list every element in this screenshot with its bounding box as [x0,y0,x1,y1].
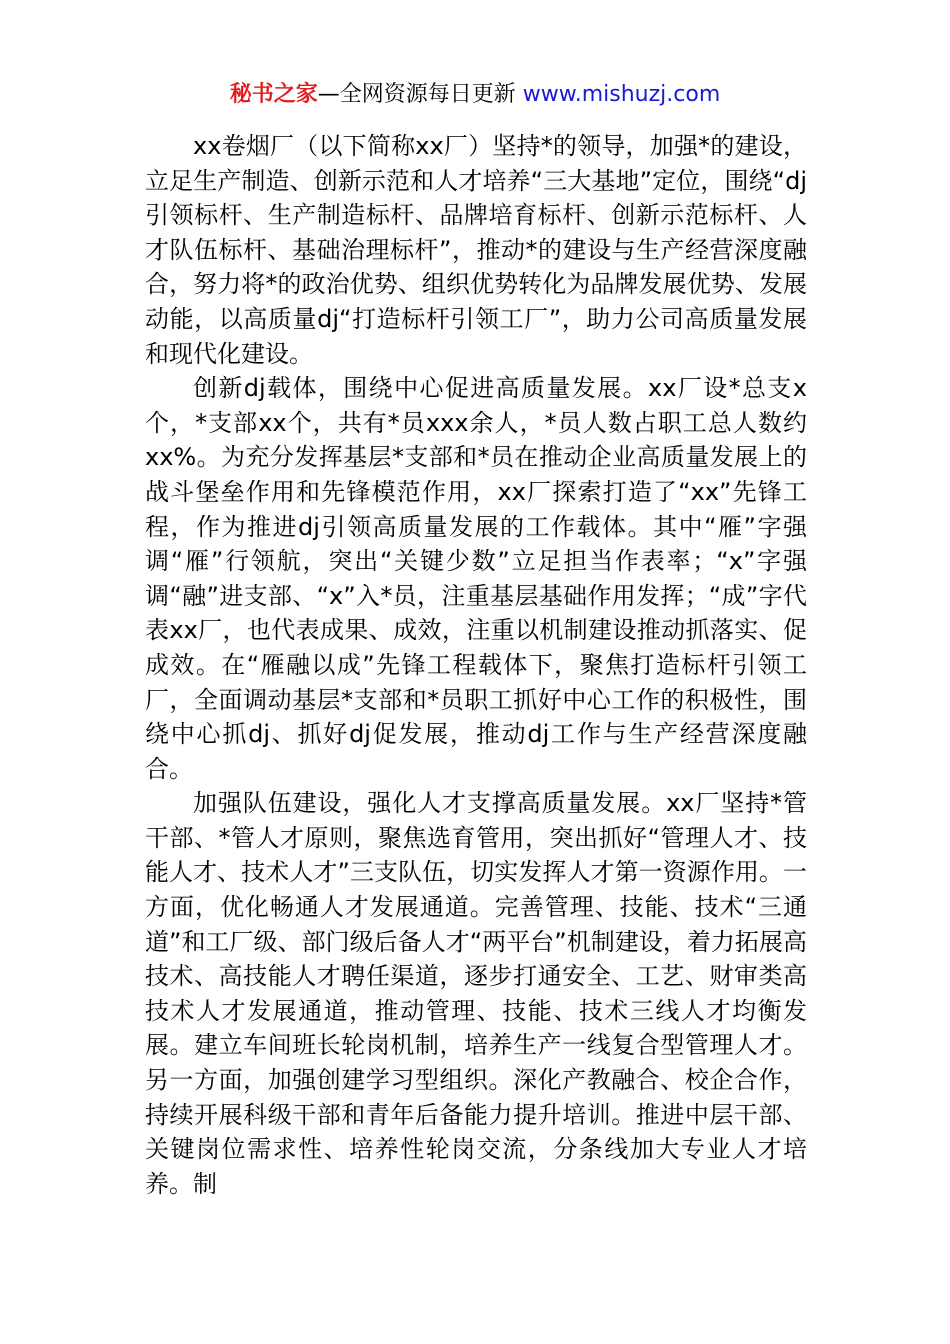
site-url-link[interactable]: www.mishuzj.com [522,82,721,107]
site-tagline: —全网资源每日更新 [317,82,523,107]
paragraph-dj-carrier: 创新dj载体，围绕中心促进高质量发展。xx厂设*总支x个，*支部xx个，共有*员xxx余人，*员人数占职工总人数约xx%。为充分发挥基层*支部和*员在推动企业高质量发展上的战斗堡垒作用和先锋模范作用，xx厂探索打造了“xx”先锋工程，作为推进dj引领高质量发展的工作载体。其中“雁”字强调“雁”行领航，突出“关键少数”立足担当作表率；“x”字强调“融”进支部、“x”入*员，注重基层基础作用发挥；“成”字代表xx厂，也代表成果、成效，注重以机制建设推动抓落实、促成效。在“雁融以成”先锋工程载体下，聚焦打造标杆引领工厂，全面调动基层*支部和*员职工抓好中心工作的积极性，围绕中心抓dj、抓好dj促发展，推动dj工作与生产经营深度融合。 [145,374,807,783]
paragraph-intro: xx卷烟厂（以下简称xx厂）坚持*的领导，加强*的建设，立足生产制造、创新示范和人才培养“三大基地”定位，围绕“dj引领标杆、生产制造标杆、品牌培育标杆、创新示范标杆、人才队伍标杆、基础治理标杆”，推动*的建设与生产经营深度融合，努力将*的政治优势、组织优势转化为品牌发展优势、发展动能，以高质量dj“打造标杆引领工厂”，助力公司高质量发展和现代化建设。 [145,132,807,368]
site-brand: 秘书之家 [229,82,318,107]
document-body [145,129,807,1201]
paragraph-team-building: 加强队伍建设，强化人才支撑高质量发展。xx厂坚持*管干部、*管人才原则，聚焦选育管用，突出抓好“管理人才、技能人才、技术人才”三支队伍，切实发挥人才第一资源作用。一方面，优化畅通人才发展通道。完善管理、技能、技术“三通道”和工厂级、部门级后备人才“两平台”机制建设，着力拓展高技术、高技能人才聘任渠道，逐步打通安全、工艺、财审类高技术人才发展通道，推动管理、技能、技术三线人才均衡发展。建立车间班长轮岗机制，培养生产一线复合型管理人才。另一方面，加强创建学习型组织。深化产教融合、校企合作，持续开展科级干部和青年后备能力提升培训。推进中层干部、关键岗位需求性、培养性轮岗交流，分条线加大专业人才培养。制 [145,789,807,1198]
site-header [0,80,950,110]
